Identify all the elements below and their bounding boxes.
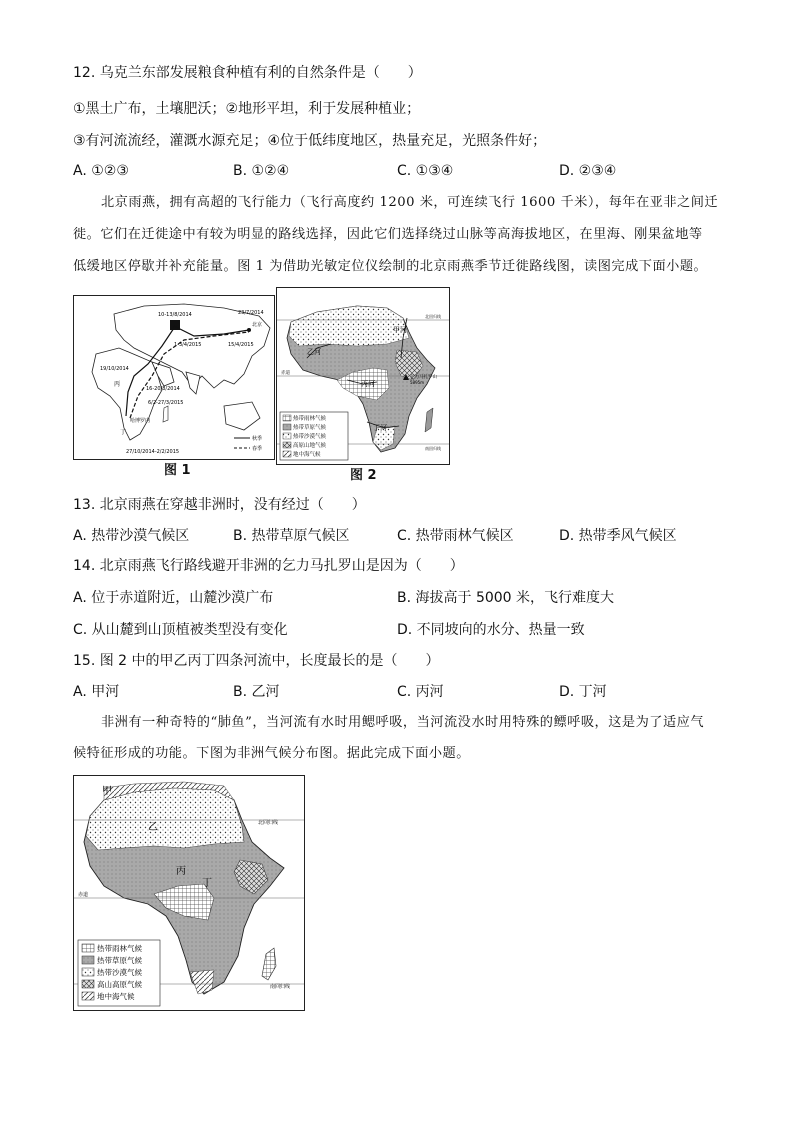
- fig1-legend-spring: 春季: [252, 446, 263, 452]
- fig1-label: 1-3/4/2015: [174, 342, 202, 348]
- fig3-legend-label: 热带沙漠气候: [97, 968, 142, 977]
- passage1-line-3: 低缓地区停歇并补充能量。图 1 为借助光敏定位仪绘制的北京雨燕季节迁徙路线图，读图完成下面小题。: [73, 259, 708, 274]
- fig2-legend-label: 热带草原气候: [293, 425, 327, 431]
- q12-option-c[interactable]: C. ①③④: [397, 163, 454, 179]
- fig2-label-bing: 丙河: [361, 380, 375, 388]
- fig1-label: 27/10/2014-2/2/2015: [126, 449, 180, 455]
- passage2-line-2: 候特征形成的功能。下图为非洲气候分布图。据此完成下面小题。: [73, 746, 470, 761]
- figure-2-africa-map: [276, 287, 450, 465]
- fig3-label-jia: 甲: [102, 786, 112, 797]
- q14-stem: 14. 北京雨燕飞行路线避开非洲的乞力马扎罗山是因为（ ）: [73, 558, 464, 574]
- q13-option-b[interactable]: B. 热带草原气候区: [233, 528, 350, 544]
- fig2-label-tropic-capricorn: 南回归线: [425, 446, 441, 451]
- fig1-label: 23/7/2014: [238, 310, 264, 316]
- fig3-legend: [78, 940, 160, 1006]
- fig3-label-tropic-cancer: 北回归线: [258, 820, 279, 826]
- fig3-label-tropic-capricorn: 南回归线: [270, 984, 291, 990]
- fig2-legend: [280, 412, 348, 460]
- q15-stem: 15. 图 2 中的甲乙丙丁四条河流中，长度最长的是（ ）: [73, 653, 440, 669]
- fig1-label: 6/2-27/3/2015: [148, 400, 184, 406]
- fig3-legend-label: 地中海气候: [97, 992, 135, 1001]
- fig3-legend-label: 高山高原气候: [97, 980, 142, 989]
- fig2-label-kilimanjaro: 乞力马扎罗山: [410, 375, 437, 380]
- fig3-legend-label: 热带草原气候: [97, 956, 142, 965]
- q13-option-d[interactable]: D. 热带季风气候区: [559, 528, 677, 544]
- q14-option-c[interactable]: C. 从山麓到山顶植被类型没有变化: [73, 622, 288, 638]
- q15-option-c[interactable]: C. 丙河: [397, 684, 444, 700]
- figure-3-africa-climate-map: [73, 775, 305, 1011]
- figure-1-caption: 图 1: [164, 463, 191, 478]
- fig1-label: 19/10/2014: [100, 366, 129, 372]
- q12-stem: 12. 乌克兰东部发展粮食种植有利的自然条件是（ ）: [73, 65, 422, 81]
- fig1-label: 丙: [114, 381, 121, 388]
- fig2-legend-label: 高原山地气候: [293, 443, 327, 449]
- passage1-line-1: 北京雨燕，拥有高超的飞行能力（飞行高度约 1200 米，可连续飞行 1600 千米），每年在亚非之间迁: [101, 195, 719, 210]
- figure-1-migration-map: [73, 295, 275, 460]
- q14-option-d[interactable]: D. 不同坡向的水分、热量一致: [397, 622, 585, 638]
- q12-option-b[interactable]: B. ①②④: [233, 163, 290, 179]
- q14-option-a[interactable]: A. 位于赤道附近，山麓沙漠广布: [73, 590, 274, 606]
- fig2-label-yi: 乙河: [307, 348, 321, 356]
- q15-option-d[interactable]: D. 丁河: [559, 684, 607, 700]
- fig1-legend-autumn: 秋季: [252, 436, 263, 442]
- q15-option-a[interactable]: A. 甲河: [73, 684, 120, 700]
- fig2-label-ding: 丁河: [373, 424, 387, 432]
- fig1-label: 丁: [120, 429, 127, 436]
- q12-statement-1: ①黑土广布，土壤肥沃；②地形平坦，利于发展种植业；: [73, 101, 421, 117]
- passage1-line-2: 徙。它们在迁徙途中有较为明显的路线选择，因此它们选择绕过山脉等高海拔地区，在里海、刚果盆地等: [73, 227, 703, 242]
- fig2-label-elevation: 5895m: [410, 380, 425, 385]
- fig3-label-equator: 赤道: [78, 892, 89, 898]
- q13-option-a[interactable]: A. 热带沙漠气候区: [73, 528, 190, 544]
- fig3-label-bing: 丙: [176, 866, 186, 877]
- fig1-label: 哈博罗内: [130, 418, 151, 424]
- fig3-label-ding: 丁: [202, 878, 212, 889]
- fig2-legend-label: 热带沙漠气候: [293, 434, 327, 440]
- fig3-label-yi: 乙: [148, 822, 158, 833]
- fig2-legend-label: 热带雨林气候: [293, 416, 327, 422]
- fig1-label: 北京: [252, 322, 263, 328]
- q12-statement-2: ③有河流流经，灌溉水源充足；④位于低纬度地区，热量充足，光照条件好；: [73, 133, 547, 149]
- q12-option-a[interactable]: A. ①②③: [73, 163, 129, 179]
- fig1-label: 16-20/8/2014: [146, 386, 180, 392]
- q12-option-d[interactable]: D. ②③④: [559, 163, 617, 179]
- fig2-legend-label: 地中海气候: [293, 452, 321, 458]
- q15-option-b[interactable]: B. 乙河: [233, 684, 280, 700]
- fig3-legend-label: 热带雨林气候: [97, 944, 142, 953]
- fig1-label: 15/4/2015: [228, 342, 254, 348]
- passage2-line-1: 非洲有一种奇特的“肺鱼”，当河流有水时用鳃呼吸，当河流没水时用特殊的鳔呼吸，这是为了适应气: [101, 715, 705, 730]
- figure-2-caption: 图 2: [350, 468, 377, 483]
- q13-stem: 13. 北京雨燕在穿越非洲时，没有经过（ ）: [73, 497, 366, 513]
- fig2-label-jia: 甲河: [393, 326, 407, 334]
- fig2-label-equator: 赤道: [281, 371, 290, 376]
- fig2-label-tropic-cancer: 北回归线: [425, 314, 441, 319]
- fig1-label: 10-13/8/2014: [158, 312, 192, 318]
- q14-option-b[interactable]: B. 海拔高于 5000 米，飞行难度大: [397, 590, 615, 606]
- q13-option-c[interactable]: C. 热带雨林气候区: [397, 528, 514, 544]
